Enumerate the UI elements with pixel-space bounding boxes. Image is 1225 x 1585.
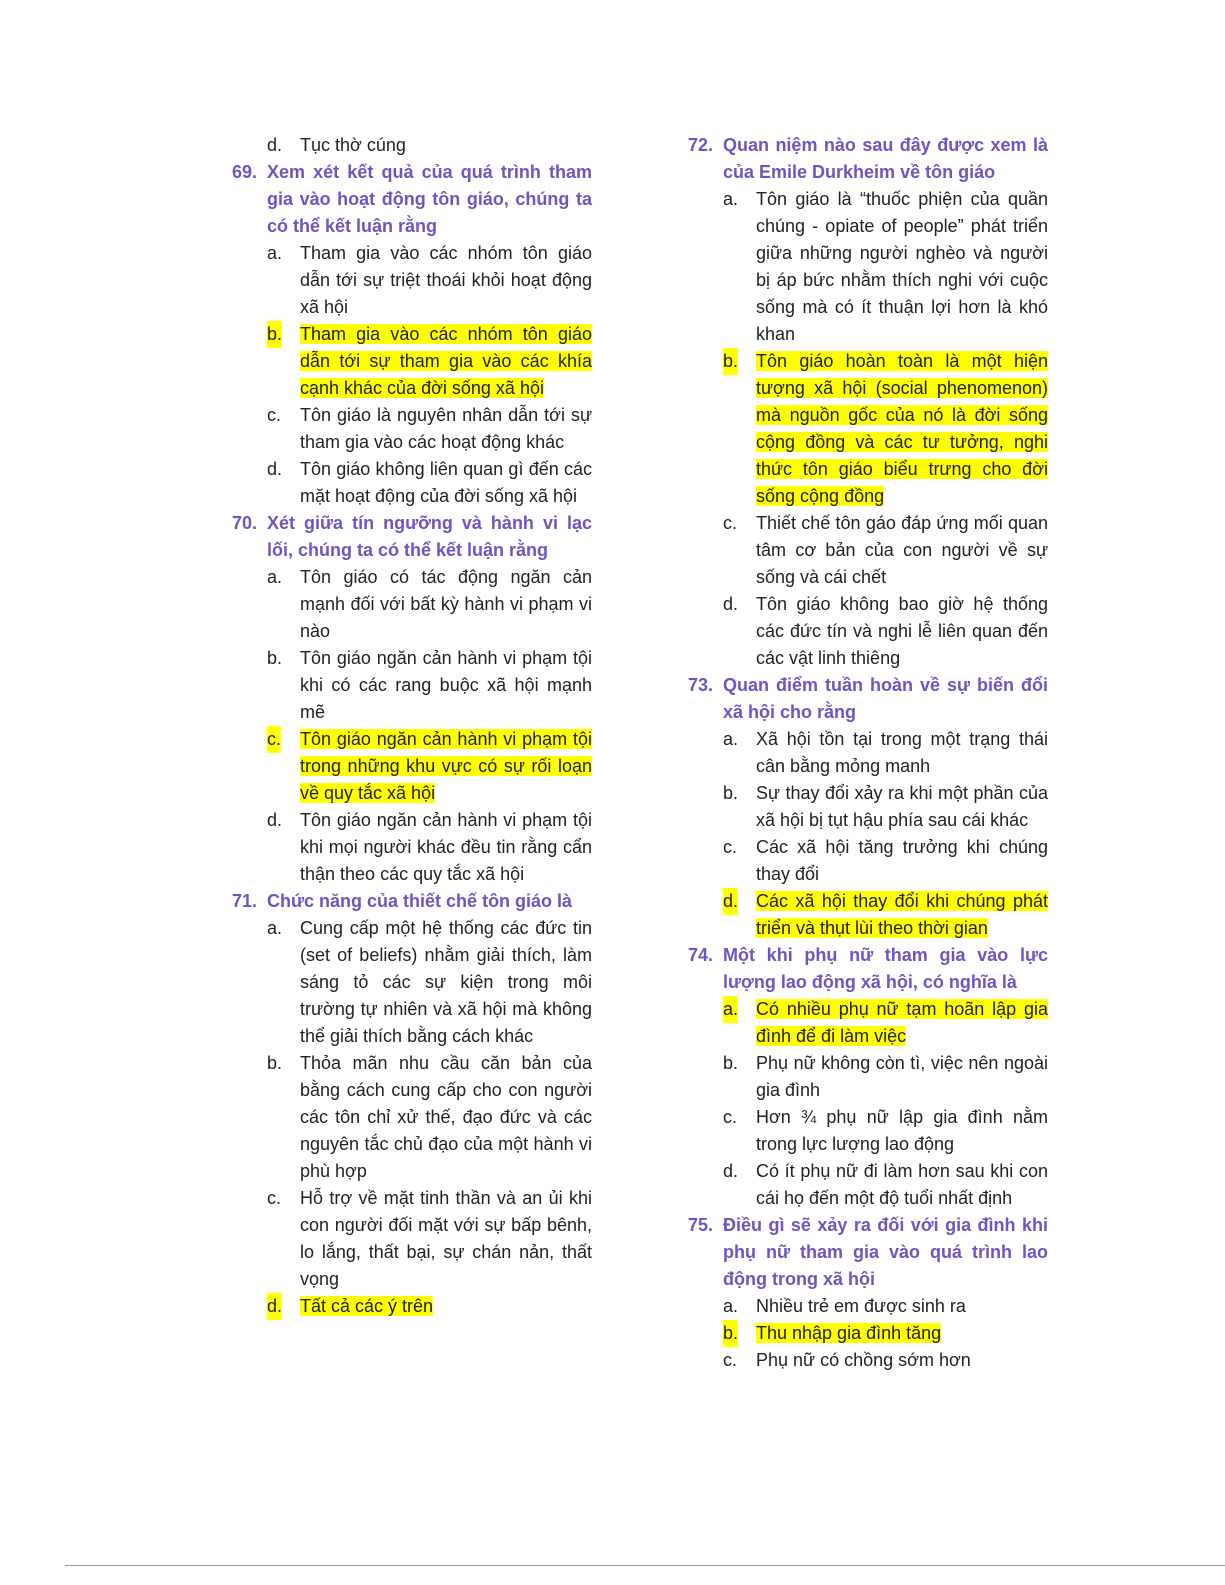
option-text: Xã hội tồn tại trong một trạng thái cân bằng mỏng manh [756,729,1048,776]
answer-option [232,1185,592,1293]
option-letter: d. [723,1161,739,1181]
option-letter: d. [267,135,283,155]
option-letter: c. [723,837,738,857]
option-letter: c. [267,726,281,753]
option-text: Tôn giáo ngăn cản hành vi phạm tội khi có các rang buộc xã hội mạnh mẽ [300,648,592,722]
question-number: 74. [688,945,714,965]
option-text: Thỏa mãn nhu cầu căn bản của bằng cách cung cấp cho con người các tôn chỉ xử thế, đạo đức và các nguyên tắc chủ đạo của một hành vi phù hợp [300,1053,592,1181]
option-letter: b. [723,348,738,375]
question-number: 69. [232,162,258,182]
option-letter: a. [723,189,739,209]
option-text: Phụ nữ không còn tì, việc nên ngoài gia đình [756,1053,1048,1100]
option-text: Nhiều trẻ em được sinh ra [756,1296,966,1316]
option-text: Các xã hội thay đổi khi chúng phát triển và thụt lùi theo thời gian [756,891,1048,938]
question-item [232,888,592,915]
answer-option [688,1293,1048,1320]
answer-option-highlighted [232,726,592,807]
option-text: Các xã hội tăng trưởng khi chúng thay đổi [756,837,1048,884]
page-bottom-rule [65,1565,1225,1566]
option-text: Cung cấp một hệ thống các đức tin (set of beliefs) nhằm giải thích, làm sáng tỏ các sự kiện trong môi trường tự nhiên và xã hội mà không thể giải thích bằng cách khác [300,918,592,1046]
answer-option-highlighted [232,1293,592,1320]
option-text: Tham gia vào các nhóm tôn giáo dẫn tới sự triệt thoái khỏi hoạt động xã hội [300,243,592,317]
option-letter: b. [723,1053,739,1073]
answer-option [232,1050,592,1185]
option-letter: a. [267,567,283,587]
option-text: Tôn giáo là “thuốc phiện của quần chúng - opiate of people” phát triển giữa những người nghèo và người bị áp bức nhằm thích nghi với cuộc sống mà có ít thuận lợi hơn là khó khan [756,189,1048,344]
answer-option [688,1050,1048,1104]
option-letter: c. [267,1188,282,1208]
question-text: Quan niệm nào sau đây được xem là của Emile Durkheim về tôn giáo [723,135,1048,182]
answer-option [688,780,1048,834]
option-letter: b. [723,1320,738,1347]
option-letter: a. [267,918,283,938]
option-letter: b. [267,1053,283,1073]
answer-option-highlighted [688,1320,1048,1347]
answer-option [688,834,1048,888]
question-text: Một khi phụ nữ tham gia vào lực lượng lao động xã hội, có nghĩa là [723,945,1048,992]
question-number: 73. [688,675,714,695]
option-text: Phụ nữ có chồng sớm hơn [756,1350,971,1370]
answer-option [232,132,592,159]
option-text: Tôn giáo không liên quan gì đến các mặt hoạt động của đời sống xã hội [300,459,592,506]
answer-option [688,1158,1048,1212]
option-text: Tôn giáo hoàn toàn là một hiện tượng xã hội (social phenomenon) mà nguồn gốc của nó là đời sống cộng đồng và các tư tưởng, nghi thức tôn giáo biểu trưng cho đời sống cộng đồng [756,351,1048,506]
option-text: Tôn giáo có tác động ngăn cản mạnh đối với bất kỳ hành vi phạm vi nào [300,567,592,641]
option-letter: d. [723,888,738,915]
option-letter: c. [723,1350,738,1370]
answer-option-highlighted [688,348,1048,510]
answer-option-highlighted [232,321,592,402]
question-item [688,672,1048,726]
question-item [688,1212,1048,1293]
answer-option [232,915,592,1050]
answer-option [232,402,592,456]
option-text: Có ít phụ nữ đi làm hơn sau khi con cái họ đến một độ tuổi nhất định [756,1161,1048,1208]
question-text: Xét giữa tín ngưỡng và hành vi lạc lối, chúng ta có thể kết luận rằng [267,513,592,560]
question-text: Điều gì sẽ xảy ra đối với gia đình khi phụ nữ tham gia vào quá trình lao động trong xã hội [723,1215,1048,1289]
question-text: Chức năng của thiết chế tôn giáo là [267,891,573,911]
option-text: Tôn giáo không bao giờ hệ thống các đức tín và nghi lễ liên quan đến các vật linh thiêng [756,594,1048,668]
option-text: Có nhiều phụ nữ tạm hoãn lập gia đình để đi làm việc [756,999,1048,1046]
option-letter: a. [723,996,738,1023]
option-text: Tục thờ cúng [300,135,406,155]
option-letter: a. [723,1296,739,1316]
question-number: 70. [232,513,258,533]
option-letter: a. [267,243,283,263]
option-letter: d. [267,1293,282,1320]
right-column [688,132,1048,1374]
answer-option [688,510,1048,591]
answer-option [232,564,592,645]
option-letter: c. [267,405,282,425]
option-letter: b. [267,321,282,348]
answer-option-highlighted [688,888,1048,942]
answer-option [232,807,592,888]
question-item [688,132,1048,186]
option-letter: d. [267,459,283,479]
option-text: Tôn giáo ngăn cản hành vi phạm tội khi mọi người khác đều tin rằng cẩn thận theo các quy tắc xã hội [300,810,592,884]
option-letter: c. [723,513,738,533]
question-item [232,159,592,240]
answer-option [688,591,1048,672]
left-column [232,132,592,1320]
option-text: Hỗ trợ về mặt tinh thần và an ủi khi con người đối mặt với sự bấp bênh, lo lắng, thất bại, sự chán nản, thất vọng [300,1188,592,1289]
question-text: Quan điểm tuần hoàn về sự biến đổi xã hội cho rằng [723,675,1048,722]
question-text: Xem xét kết quả của quá trình tham gia vào hoạt động tôn giáo, chúng ta có thể kết luận rằng [267,162,592,236]
option-text: Tôn giáo ngăn cản hành vi phạm tội trong những khu vực có sự rối loạn về quy tắc xã hội [300,729,592,803]
option-text: Sự thay đổi xảy ra khi một phần của xã hội bị tụt hậu phía sau cái khác [756,783,1048,830]
option-text: Tất cả các ý trên [300,1296,434,1316]
question-number: 71. [232,891,258,911]
option-text: Tham gia vào các nhóm tôn giáo dẫn tới sự tham gia vào các khía cạnh khác của đời sống xã hội [300,324,592,398]
question-number: 72. [688,135,714,155]
option-text: Thu nhập gia đình tăng [756,1323,942,1343]
answer-option [688,726,1048,780]
answer-option [688,186,1048,348]
answer-option-highlighted [688,996,1048,1050]
answer-option [232,240,592,321]
option-text: Tôn giáo là nguyên nhân dẫn tới sự tham gia vào các hoạt động khác [300,405,592,452]
option-text: Thiết chế tôn gáo đáp ứng mối quan tâm cơ bản của con người về sự sống và cái chết [756,513,1048,587]
option-letter: c. [723,1107,738,1127]
option-letter: b. [723,783,739,803]
answer-option [232,645,592,726]
question-number: 75. [688,1215,714,1235]
answer-option [688,1104,1048,1158]
option-text: Hơn ¾ phụ nữ lập gia đình nằm trong lực lượng lao động [756,1107,1048,1154]
option-letter: d. [723,594,739,614]
option-letter: b. [267,648,283,668]
option-letter: a. [723,729,739,749]
question-item [688,942,1048,996]
answer-option [232,456,592,510]
option-letter: d. [267,810,283,830]
question-item [232,510,592,564]
answer-option [688,1347,1048,1374]
